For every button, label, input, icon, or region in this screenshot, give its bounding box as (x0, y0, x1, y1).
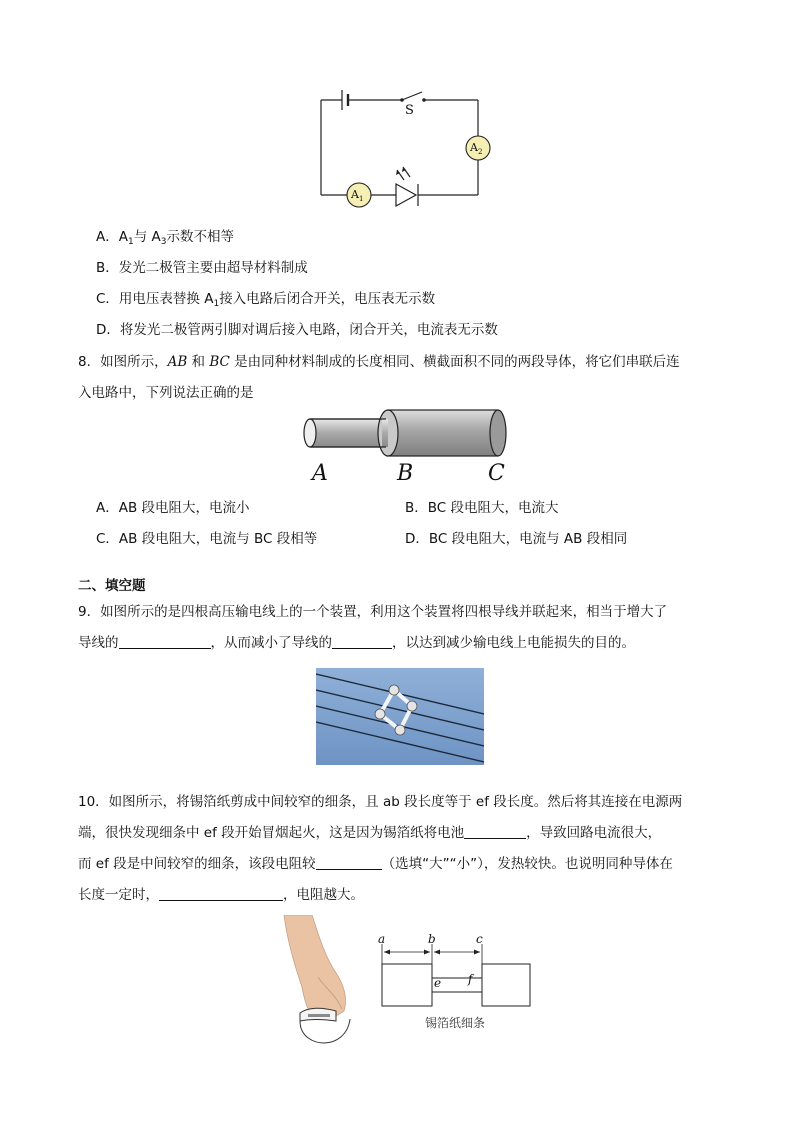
q10-blank-3[interactable] (159, 886, 283, 901)
foil-caption: 锡箔纸细条 (425, 1016, 486, 1030)
q8-stem-line2: 入电路中，下列说法正确的是 (78, 385, 254, 401)
foil-wide-right (482, 964, 530, 1006)
q7-option-a: A．$A_1$与 $A_3$示数不相等 (96, 229, 234, 247)
q7-option-d: D．将发光二极管两引脚对调后接入电路，闭合开关，电流表无示数 (96, 322, 498, 338)
circuit-diagram (300, 80, 500, 210)
q8-option-c: C．AB 段电阻大，电流与 BC 段相等 (96, 531, 318, 547)
q8-option-a: A．AB 段电阻大，电流小 (96, 500, 250, 516)
q7-option-c: C．用电压表替换 $A_1$接入电路后闭合开关，电压表无示数 (96, 291, 436, 309)
segment-bc (388, 410, 498, 456)
q10-stem-line4: 长度一定时， ，电阻越大。 (78, 887, 364, 903)
q10-stem-line3: 而 ef 段是中间较窄的细条，该段电阻较 （选填“大”“小”），发热较快。也说明同种导体在 (78, 856, 673, 872)
q10-stem-line1: 10．如图所示，将锡箔纸剪成中间较窄的细条，且 ab 段长度等于 ef 段长度。然后将其连接在电源两 (78, 794, 683, 810)
q8-option-b: B．BC 段电阻大，电流大 (405, 500, 559, 516)
q7-option-b: B．发光二极管主要由超导材料制成 (96, 260, 308, 276)
foil-wide-left (382, 964, 432, 1006)
q10-blank-2[interactable] (316, 855, 382, 870)
foil-label-f: f (468, 972, 473, 986)
q10-stem-line2: 端，很快发现细条中 ef 段开始冒烟起火，这是因为锡箔纸将电池 ，导致回路电流很大， (78, 825, 662, 841)
foil-label-a: a (378, 932, 386, 946)
q9-stem-line1: 9．如图所示的是四根高压输电线上的一个装置，利用这个装置将四根导线并联起来，相当于增大了 (78, 604, 668, 620)
section-heading: 二、填空题 (78, 578, 146, 594)
q10-blank-1[interactable] (464, 824, 526, 839)
foil-label-b: b (428, 932, 436, 946)
switch-label: S (405, 103, 414, 118)
q8-stem-line1: 8．如图所示，AB 和 BC 是由同种材料制成的长度相同、横截面积不同的两段导体，将它们串联后连 (78, 354, 680, 370)
foil-label-c: c (476, 932, 483, 946)
switch-blade (402, 92, 422, 100)
q9-blank-2[interactable] (332, 634, 392, 649)
foil-label-e: e (434, 976, 442, 990)
label-a: A (312, 461, 328, 486)
q8-option-d: D．BC 段电阻大，电流与 AB 段相同 (405, 531, 628, 547)
label-b: B (397, 461, 414, 486)
ammeter-a2-label: $A_2$ (470, 141, 483, 156)
q9-stem-line2: 导线的 ，从而减小了导线的 ，以达到减少输电线上电能损失的目的。 (78, 635, 635, 651)
conductor-svg (300, 405, 515, 465)
led-diode-body (396, 184, 416, 206)
ammeter-a1-label: $A_1$ (351, 188, 364, 203)
power-line-spacer-photo (316, 668, 484, 765)
q9-blank-1[interactable] (119, 634, 211, 649)
hand-foil-photo (278, 915, 370, 1045)
label-c: C (488, 461, 505, 486)
segment-ab (310, 419, 388, 447)
foil-strip-diagram (375, 930, 535, 1035)
conductor-diagram (300, 405, 515, 490)
